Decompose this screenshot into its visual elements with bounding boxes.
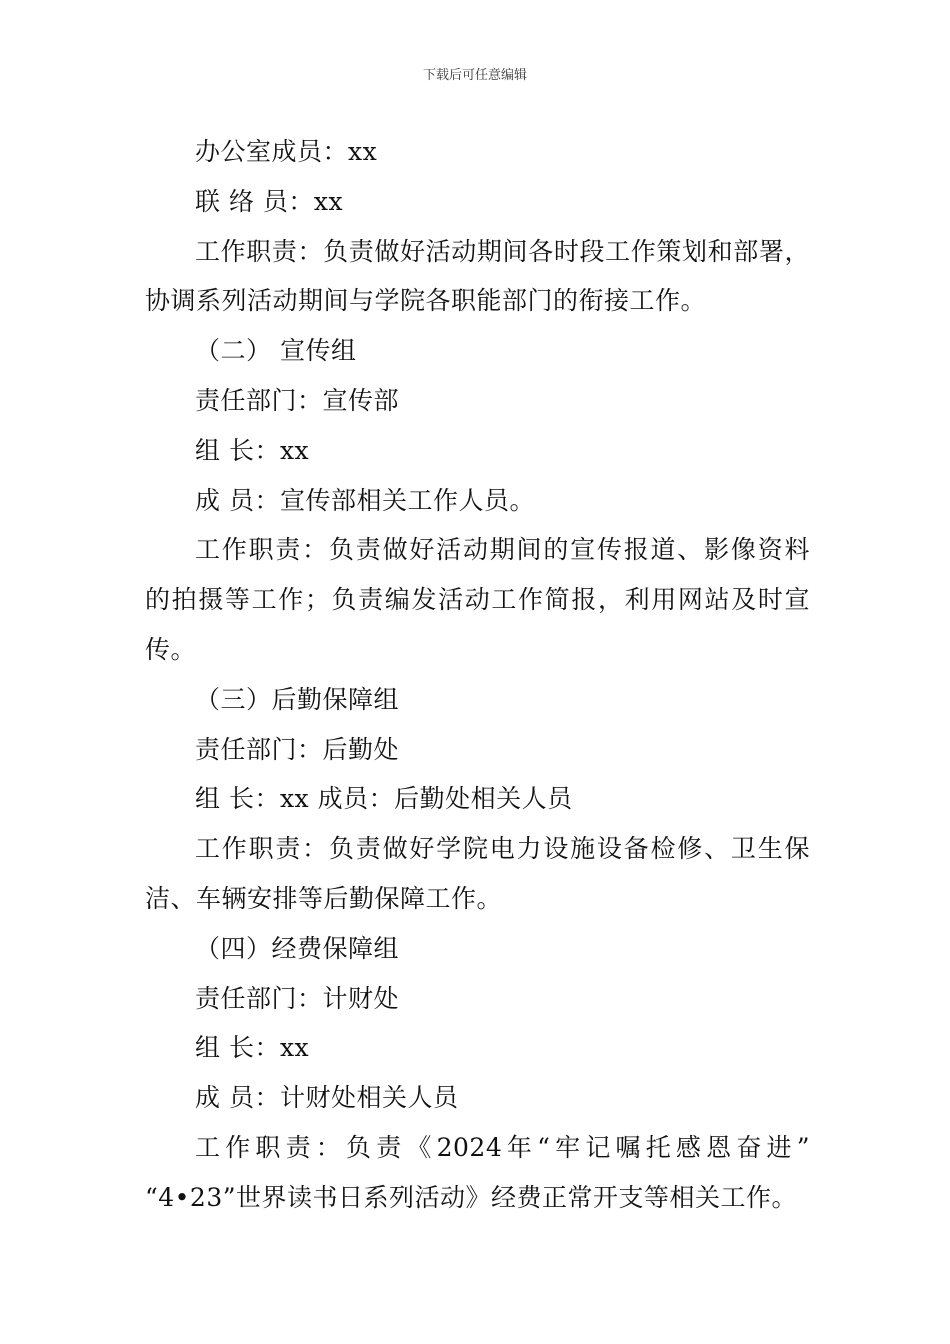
text-line: （三）后勤保障组 <box>195 684 400 714</box>
text-line: 组 长：xx 成员：后勤处相关人员 <box>195 784 573 814</box>
text-line: 责任部门：宣传部 <box>195 385 400 415</box>
text-line: 的拍摄等工作；负责编发活动工作简报，利用网站及时宣 <box>145 585 810 615</box>
text-line: 工作职责：负责做好活动期间的宣传报道、影像资料 <box>195 535 810 565</box>
text-line: “4•23”世界读书日系列活动》经费正常开支等相关工作。 <box>145 1182 798 1212</box>
text-line: 联 络 员：xx <box>195 186 344 216</box>
text-line: 协调系列活动期间与学院各职能部门的衔接工作。 <box>145 286 707 316</box>
document-body <box>145 127 810 1223</box>
text-line: （四）经费保障组 <box>195 933 400 963</box>
text-line: 工作职责：负责做好学院电力设施设备检修、卫生保 <box>195 834 810 864</box>
text-line: （二） 宣传组 <box>195 336 357 366</box>
text-line: 组 长：xx <box>195 435 310 465</box>
text-line: 工作职责：负责《2024年“牢记嘱托感恩奋进” <box>195 1132 810 1162</box>
text-line: 洁、车辆安排等后勤保障工作。 <box>145 883 503 913</box>
paragraph-lines <box>145 127 810 1223</box>
text-line: 办公室成员：xx <box>195 137 378 166</box>
text-line: 工作职责：负责做好活动期间各时段工作策划和部署， <box>195 236 810 266</box>
text-line: 成 员：计财处相关人员 <box>195 1083 459 1113</box>
page-header: 下载后可任意编辑 <box>422 68 527 83</box>
text-line: 责任部门：后勤处 <box>195 734 400 764</box>
text-line: 责任部门：计财处 <box>195 983 400 1013</box>
text-line: 传。 <box>145 634 197 664</box>
text-line: 组 长：xx <box>195 1033 310 1063</box>
text-line: 成 员：宣传部相关工作人员。 <box>195 485 535 515</box>
